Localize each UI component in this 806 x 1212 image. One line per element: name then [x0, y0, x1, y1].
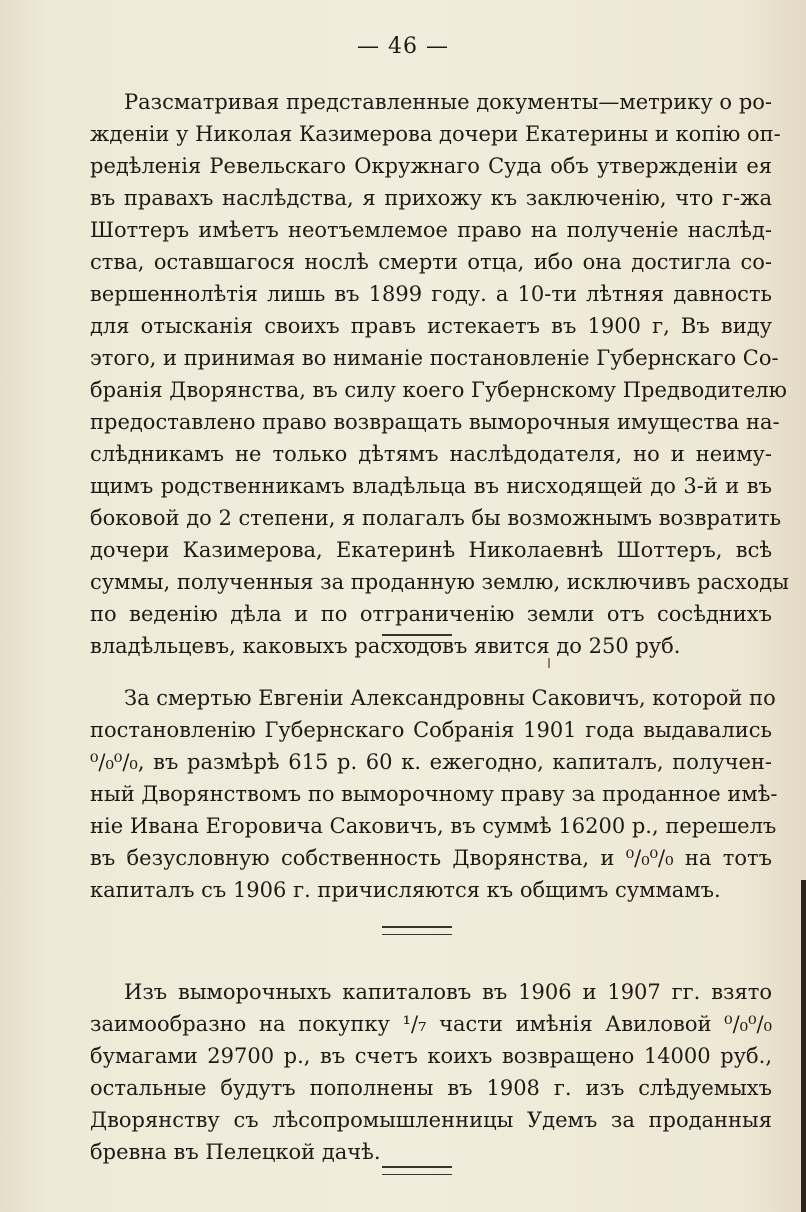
page-edge-shadow	[801, 880, 806, 1212]
text-line: бранія Дворянства, въ силу коего Губернскому Предводителю	[90, 378, 787, 402]
text-line: бумагами 29700 р., въ счетъ коихъ возвращено 14000 руб.,	[90, 1044, 772, 1068]
text-line: заимообразно на покупку ¹/₇ части имѣнія Авиловой ⁰/₀⁰/₀	[90, 1012, 772, 1036]
text-line: боковой до 2 степени, я полагалъ бы возможнымъ возвратить	[90, 506, 782, 530]
text-line: предоставлено право возвращать выморочныя имущества на-	[90, 410, 780, 434]
text-line: щимъ родственникамъ владѣльца въ нисходящей до 3-й и въ	[90, 474, 772, 498]
paragraph-2	[90, 682, 778, 906]
text-line: по веденію дѣла и по отграниченію земли отъ сосѣднихъ	[90, 602, 772, 626]
section-divider	[382, 926, 452, 935]
text-line: этого, и принимая во ниманіе постановленіе Губернскаго Со-	[90, 346, 779, 370]
paragraph-3	[90, 976, 772, 1168]
section-divider	[382, 634, 452, 643]
text-line: За смертью Евгеніи Александровны Саковичъ, которой по	[124, 686, 776, 710]
text-line: постановленію Губернскаго Собранія 1901 года выдавались	[90, 718, 772, 742]
text-line: Дворянству съ лѣсопромышленницы Удемъ за проданныя	[90, 1108, 772, 1132]
text-line: редѣленія Ревельскаго Окружнаго Суда объ утвержденіи ея	[90, 154, 772, 178]
page-number: — 46 —	[357, 34, 449, 59]
paragraph-1	[90, 86, 789, 662]
text-line: въ безусловную собственность Дворянства, и ⁰/₀⁰/₀ на тотъ	[90, 846, 772, 870]
text-line: суммы, полученныя за проданную землю, исключивъ расходы	[90, 570, 789, 594]
text-line: владѣльцевъ, каковыхъ расходовъ явится до 250 руб.	[90, 634, 681, 658]
text-line: остальные будутъ пополнены въ 1908 г. изъ слѣдуемыхъ	[90, 1076, 772, 1100]
text-line: въ правахъ наслѣдства, я прихожу къ заключенію, что г-жа	[90, 186, 772, 210]
text-line: ⁰/₀⁰/₀, въ размѣрѣ 615 р. 60 к. ежегодно, капиталъ, получен-	[90, 750, 772, 774]
text-line: Изъ выморочныхъ капиталовъ въ 1906 и 1907 гг. взято	[124, 980, 772, 1004]
text-line: слѣдникамъ не только дѣтямъ наслѣдодателя, но и неиму-	[90, 442, 772, 466]
text-line: для отысканія своихъ правъ истекаетъ въ 1900 г, Въ виду	[90, 314, 772, 338]
text-line: бревна въ Пелецкой дачѣ.	[90, 1140, 381, 1164]
text-line: Шоттеръ имѣетъ неотъемлемое право на полученіе наслѣд-	[90, 218, 772, 242]
text-line: Разсматривая представленные документы—метрику о ро-	[124, 90, 772, 114]
text-line: ства, оставшагося нослѣ смерти отца, ибо она достигла со-	[90, 250, 772, 274]
text-line: дочери Казимерова, Екатеринѣ Николаевнѣ Шоттеръ, всѣ	[90, 538, 772, 562]
section-divider	[382, 1166, 452, 1175]
text-line: ніе Ивана Егоровича Саковичъ, въ суммѣ 16200 р., перешелъ	[90, 814, 777, 838]
text-line: капиталъ съ 1906 г. причисляются къ общимъ суммамъ.	[90, 878, 721, 902]
paper-mark	[548, 658, 550, 668]
text-line: ный Дворянствомъ по выморочному праву за проданное имѣ-	[90, 782, 778, 806]
text-line: вершеннолѣтія лишь въ 1899 году. а 10-ти лѣтняя давность	[90, 282, 772, 306]
text-line: жденіи у Николая Казимерова дочери Екатерины и копію оп-	[90, 122, 781, 146]
